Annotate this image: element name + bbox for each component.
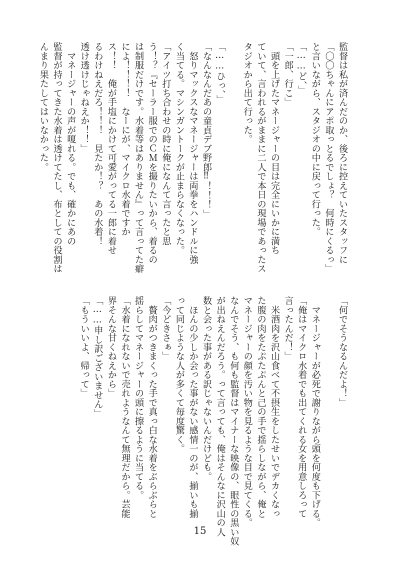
text-line: た腹の肉をたぷたぷんと己の手で揺らしながら、俺と: [255, 296, 266, 518]
text-line: 「水着になれないで売れようなんて無理だから。芸能: [119, 296, 130, 518]
text-line: 「もういいよ、帰って」: [78, 296, 89, 398]
page-number: 15: [193, 526, 207, 537]
text-line: 監督が持ってきた水着は透けてたし、布としての役割は: [51, 42, 62, 274]
text-line: って同じような人が多くて毎度驚く。: [173, 296, 184, 454]
text-block-upper: [35, 42, 348, 274]
text-line: 「〇〇ちゃんにアポ取っとるでしょ？ 何時にくるっ」: [323, 42, 334, 274]
text-line: ス！！ 俺が手塩にかけて可愛がってる一郎に着せ: [105, 42, 116, 255]
text-line: 「今どきさぁ」: [160, 296, 171, 361]
text-line: [226, 42, 240, 267]
text-line: ていて、言われるがままに二人で本日の現場であったス: [255, 42, 266, 274]
text-line: 監督は私が済んだのか、後ろに控えていたスタッフに: [337, 42, 347, 264]
text-line: 「何でそうなるんだよ！」: [337, 296, 347, 407]
text-line: 米酒肉を沢山食べて不摂生をしたせいでデカくなっ: [269, 296, 280, 518]
text-line: は制服だけです。水着等はありません』って言ってた癖: [133, 42, 144, 274]
text-line: 怒りマックスなマネージャーは両拳をハンドルに強: [187, 42, 198, 264]
text-line: マネージャーの顔を汚い物を見るような目で見てくる。: [241, 296, 252, 528]
text-line: タジオから出て行った。: [241, 42, 252, 144]
text-line: 「……ど、」: [296, 42, 307, 95]
text-line: く当てる。マシンガントークが止まらなくなった。: [173, 42, 184, 255]
text-line: 「俺はマイクロ水着でも出てくれる女を用意しろって: [296, 296, 307, 518]
text-line: 「……ひっ、」: [214, 42, 225, 104]
text-line: んまり果たしてはいなかった。: [37, 42, 48, 172]
text-line: ほんの少しか会った事がない感情一のが、揃いも揃: [187, 296, 198, 518]
text-line: 贅肉がつきまくった手で真っ白な水着をぶらぶらと: [146, 296, 157, 518]
text-line: 界そんな甘くねえから」: [105, 296, 116, 398]
text-line: るわけねえだろ！！！ 見たか！？ あの水着！: [92, 42, 103, 246]
text-line: が出ねえんだろう。って言っても、俺はそんなに沢山の人: [214, 296, 225, 537]
text-line: 「一郎、行こ」: [282, 42, 293, 107]
text-line: 頭を上げたマネージャーの目は完全にいかに満ち: [269, 42, 280, 255]
text-line: 揺らしてマネージャーの頭に擦るように当てる。: [133, 296, 144, 500]
text-line: [321, 296, 335, 518]
text-line: 「なんなんだあの童貞デブ野郎‼！！！」: [201, 42, 212, 219]
text-line: 透け透けじゃねえか！！」: [78, 42, 89, 153]
text-line: 「アイツ打ち合わせの時に俺になんて言ったと思: [160, 42, 171, 246]
text-line: マネージャーが必死で謝りながら頭を何度も下げる。: [309, 296, 320, 528]
text-line: 数と会った事がある訳じゃないんだけども。: [201, 296, 212, 481]
text-line: なんでそう、も何も監督はマイナーな映像の、眼性の黒い奴: [228, 296, 239, 546]
text-line: 「……申し訳ございません」: [92, 296, 103, 419]
text-line: う！？『セーラー服でのＣＭを撮りたいから、着るの: [146, 42, 157, 264]
text-line: 言ったんだ！」: [282, 296, 293, 361]
text-line: マネージャーの声が嗄れる。でも、確かにあの: [65, 42, 76, 246]
text-line: によ！！！！ なーにが、マイクロ水着ですか: [119, 42, 130, 237]
text-line: と言いながら、スタジオの中に戻って行った。: [309, 42, 320, 237]
